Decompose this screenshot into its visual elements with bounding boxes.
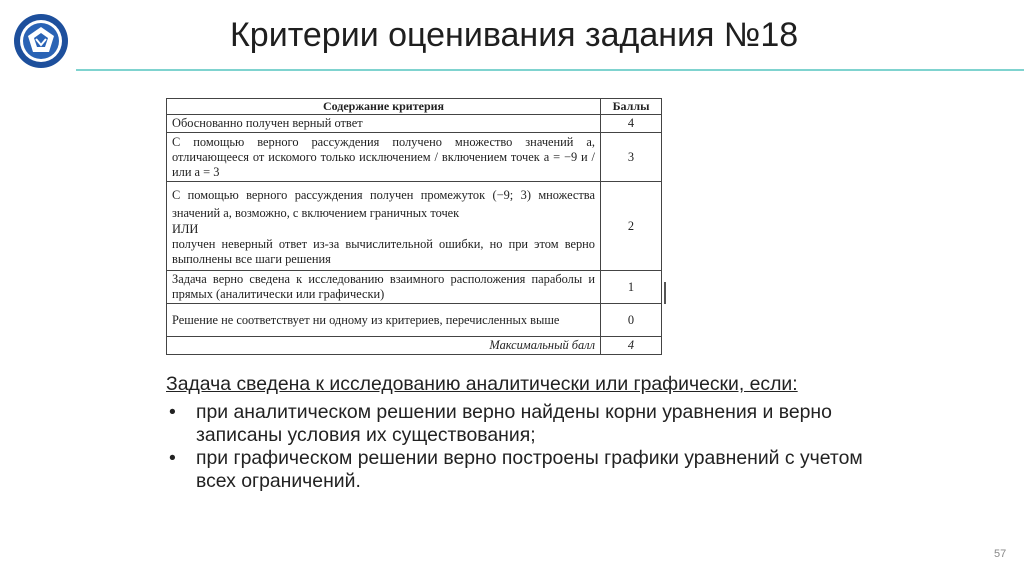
criterion-text-line: получен неверный ответ из-за вычислительной ошибки, но при этом верно выполнены все шаги решения xyxy=(172,236,595,266)
criterion-text-or: ИЛИ xyxy=(172,221,199,236)
table-row xyxy=(167,304,662,337)
header-score: Баллы xyxy=(601,99,662,115)
criterion-text xyxy=(167,182,601,271)
page-number: 57 xyxy=(994,548,1007,560)
criterion-text: Задача верно сведена к исследованию взаимного расположения параболы и прямых (аналитически или графически) xyxy=(167,271,601,304)
table-row xyxy=(167,271,662,304)
header-criterion: Содержание критерия xyxy=(167,99,601,115)
explanation-lead: Задача сведена к исследованию аналитически или графически, если: xyxy=(166,373,798,395)
title-divider xyxy=(76,69,1024,71)
criterion-score: 4 xyxy=(601,115,662,133)
criterion-score: 3 xyxy=(601,133,662,182)
criterion-text-line: С помощью верного рассуждения получен промежуток (−9; 3) множества значений a, возможно, с включением граничных точек xyxy=(172,187,595,220)
table-row xyxy=(167,182,662,271)
criterion-text: Решение не соответствует ни одному из критериев, перечисленных выше xyxy=(167,304,601,337)
criteria-table xyxy=(166,98,662,355)
max-score-label: Максимальный балл xyxy=(167,337,601,355)
table-row xyxy=(167,133,662,182)
slide-title: Критерии оценивания задания №18 xyxy=(230,16,799,54)
list-item: • при графическом решении верно построены графики уравнений с учетом всех ограничений. xyxy=(166,447,866,493)
institute-logo-icon xyxy=(12,12,70,70)
max-score-value: 4 xyxy=(601,337,662,355)
explanation-block xyxy=(166,373,866,493)
table-max-row xyxy=(167,337,662,355)
criterion-score: 2 xyxy=(601,182,662,271)
criterion-score: 1 xyxy=(601,271,662,304)
criterion-text: С помощью верного рассуждения получено множество значений a, отличающееся от искомого только исключением / включением точек a = −9 и / или a = 3 xyxy=(167,133,601,182)
table-row xyxy=(167,115,662,133)
list-item: • при аналитическом решении верно найдены корни уравнения и верно записаны условия их существования; xyxy=(166,401,866,447)
table-header-row xyxy=(167,99,662,115)
scan-mark xyxy=(664,282,666,304)
explanation-list xyxy=(166,401,866,493)
criterion-text: Обоснованно получен верный ответ xyxy=(167,115,601,133)
criterion-score: 0 xyxy=(601,304,662,337)
